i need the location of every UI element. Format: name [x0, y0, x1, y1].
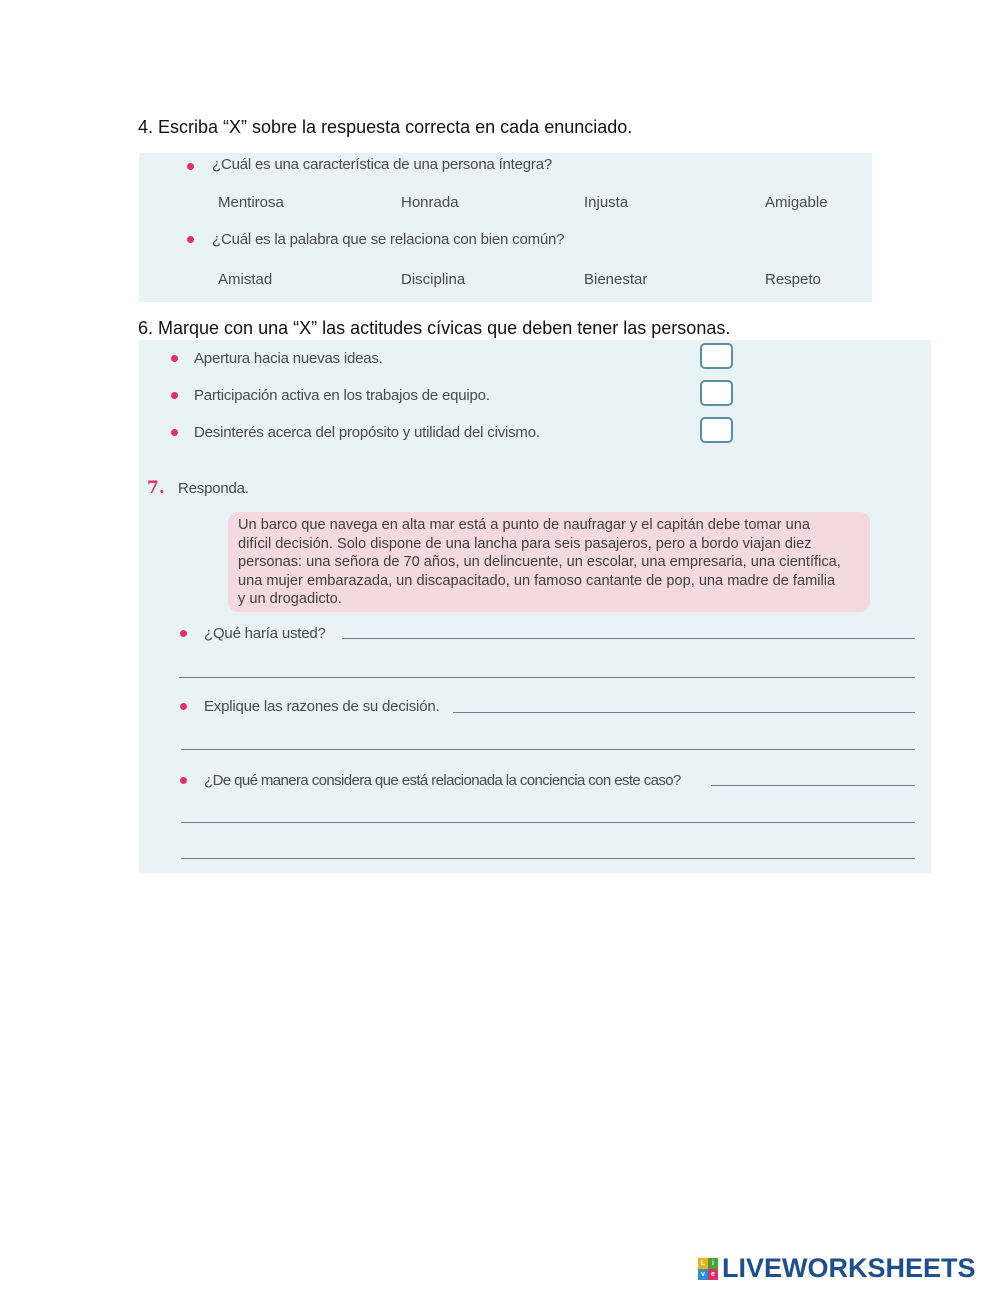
- q4-option[interactable]: Amistad: [218, 271, 273, 288]
- logo-letter: v: [698, 1269, 708, 1280]
- q4-question-2: ¿Cuál es la palabra que se relaciona con bien común?: [212, 231, 565, 248]
- q4-question-1: ¿Cuál es una característica de una persona íntegra?: [212, 156, 553, 173]
- question-4-title: 4. Escriba “X” sobre la respuesta correcta en cada enunciado.: [138, 117, 633, 137]
- q4-option[interactable]: Respeto: [765, 271, 821, 288]
- story-line: Un barco que navega en alta mar está a punto de naufragar y el capitán debe tomar una: [238, 517, 810, 533]
- story-box: [228, 512, 870, 612]
- bullet-icon: [171, 392, 178, 399]
- bullet-icon: [180, 703, 187, 710]
- bullet-icon: [187, 236, 194, 243]
- question-7-title: Responda.: [178, 480, 249, 497]
- bullet-icon: [171, 355, 178, 362]
- story-line: y un drogadicto.: [238, 591, 342, 607]
- story-line: difícil decisión. Solo dispone de una lancha para seis pasajeros, pero a bordo viajan diez: [238, 535, 812, 552]
- q7-question-2: Explique las razones de su decisión.: [204, 698, 440, 715]
- q4-option[interactable]: Disciplina: [401, 271, 466, 288]
- story-line: personas: una señora de 70 años, un delincuente, un escolar, una empresaria, una científica,: [238, 554, 841, 570]
- q7-question-3: ¿De qué manera considera que está relacionada la conciencia con este caso?: [204, 772, 681, 789]
- question-4-panel: [139, 153, 872, 302]
- logo-letter: L: [698, 1258, 708, 1269]
- q6-checkbox[interactable]: [700, 380, 733, 406]
- answer-line[interactable]: [453, 712, 915, 713]
- bullet-icon: [180, 630, 187, 637]
- answer-line[interactable]: [342, 638, 915, 639]
- q6-item: Desinterés acerca del propósito y utilidad del civismo.: [194, 424, 540, 441]
- q6-item: Apertura hacia nuevas ideas.: [194, 350, 383, 367]
- question-7-number: 7.: [147, 478, 165, 498]
- q4-option[interactable]: Amigable: [765, 194, 828, 211]
- answer-line[interactable]: [181, 749, 915, 750]
- q6-checkbox[interactable]: [700, 417, 733, 443]
- bullet-icon: [180, 777, 187, 784]
- q4-option[interactable]: Bienestar: [584, 271, 648, 288]
- q6-item: Participación activa en los trabajos de equipo.: [194, 387, 490, 404]
- story-line: una mujer embarazada, un discapacitado, un famoso cantante de pop, una madre de familia: [238, 572, 836, 589]
- answer-line[interactable]: [181, 858, 915, 859]
- logo-letter: e: [708, 1269, 718, 1280]
- answer-line[interactable]: [181, 822, 915, 823]
- logo-text: LIVEWORKSHEETS: [722, 1253, 976, 1283]
- answer-line[interactable]: [711, 785, 915, 786]
- q4-option[interactable]: Injusta: [584, 194, 629, 211]
- bullet-icon: [187, 163, 194, 170]
- liveworksheets-logo[interactable]: [698, 1253, 976, 1284]
- question-6-title: 6. Marque con una “X” las actitudes cívicas que deben tener las personas.: [138, 318, 731, 338]
- logo-icon: [698, 1258, 718, 1280]
- bullet-icon: [171, 429, 178, 436]
- q7-question-1: ¿Qué haría usted?: [204, 625, 326, 642]
- logo-letter: i: [708, 1258, 718, 1269]
- answer-line[interactable]: [179, 677, 915, 678]
- q4-option[interactable]: Honrada: [401, 194, 459, 211]
- q4-option[interactable]: Mentirosa: [218, 194, 284, 211]
- q6-checkbox[interactable]: [700, 343, 733, 369]
